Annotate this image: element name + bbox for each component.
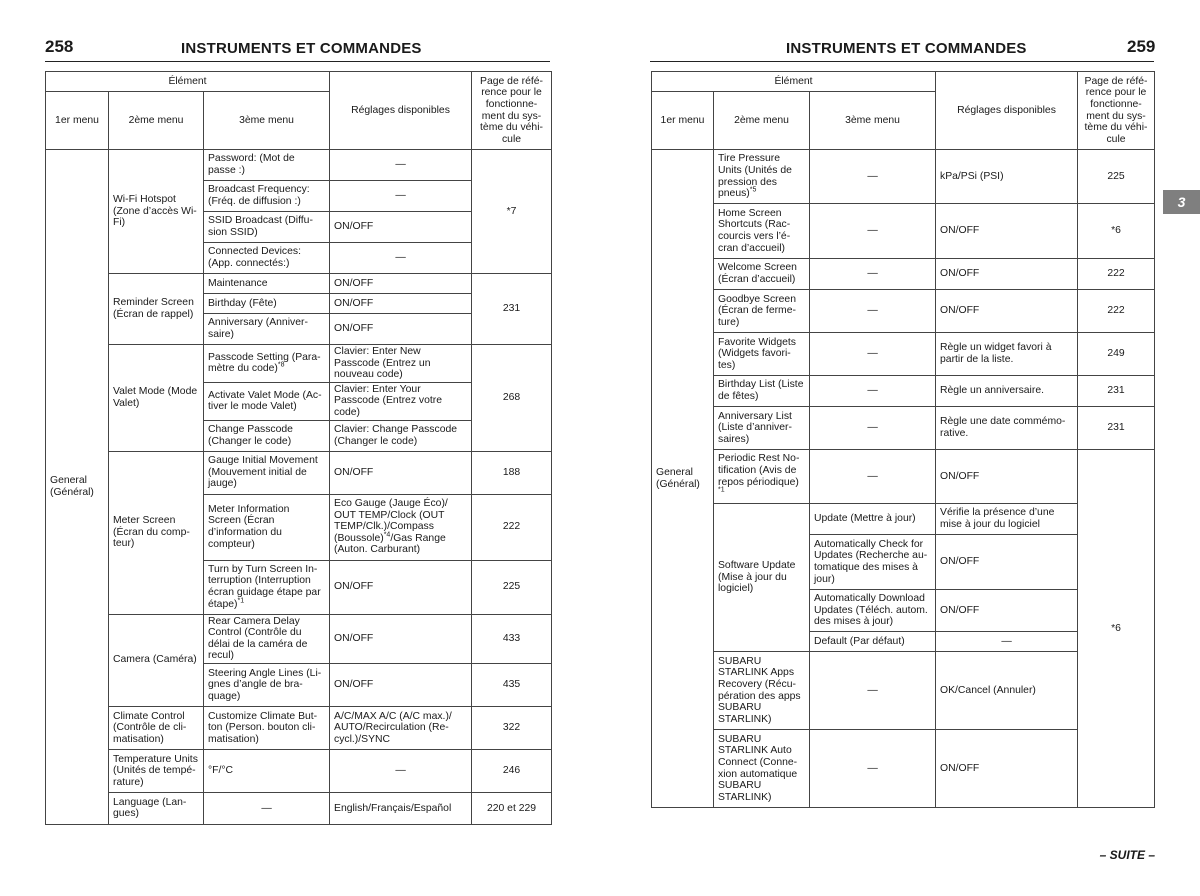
- menu3-cell: —: [810, 376, 936, 407]
- ref-cell: 222: [472, 494, 552, 560]
- setting-cell: ON/OFF: [936, 290, 1078, 333]
- menu2-software-update: Software Update (Mise à jour du logiciel): [714, 504, 810, 652]
- ref-cell: *6: [1078, 204, 1155, 259]
- ref-cell: 188: [472, 451, 552, 494]
- header-settings: Réglages disponibles: [936, 72, 1078, 150]
- menu3-cell: —: [810, 652, 936, 730]
- menu3-cell: Connected Devices: (App. connectés:): [204, 243, 330, 274]
- menu3-cell: —: [810, 450, 936, 504]
- menu3-cell: Password: (Mot de passe :): [204, 150, 330, 181]
- setting-cell: ON/OFF: [330, 274, 472, 294]
- continued-footer: – SUITE –: [1099, 848, 1155, 862]
- setting-cell: ON/OFF: [330, 212, 472, 243]
- footnote-marker: *1: [237, 597, 245, 605]
- setting-cell: ON/OFF: [936, 259, 1078, 290]
- menu3-cell: —: [810, 333, 936, 376]
- menu2-language: Language (Lan-gues): [109, 792, 204, 824]
- setting-cell: Règle un widget favori à partir de la liste.: [936, 333, 1078, 376]
- setting-cell: ON/OFF: [936, 730, 1078, 808]
- footnote-marker: *8: [277, 361, 285, 369]
- left-page-number: 258: [45, 37, 74, 56]
- setting-cell: ON/OFF: [330, 560, 472, 614]
- ref-cell: 231: [472, 274, 552, 345]
- header-element: Élément: [652, 72, 936, 92]
- ref-cell: *7: [472, 150, 552, 274]
- menu3-cell: Meter Information Screen (Écran d’information du compteur): [204, 494, 330, 560]
- header-menu3: 3ème menu: [204, 92, 330, 150]
- menu3-cell: SSID Broadcast (Diffu-sion SSID): [204, 212, 330, 243]
- setting-cell: Vérifie la présence d’une mise à jour du logiciel: [936, 504, 1078, 535]
- ref-cell: 231: [1078, 407, 1155, 450]
- left-page-title: INSTRUMENTS ET COMMANDES: [181, 40, 422, 57]
- setting-cell: OK/Cancel (Annuler): [936, 652, 1078, 730]
- setting-cell: English/Français/Español: [330, 792, 472, 824]
- right-settings-table: [651, 71, 1155, 808]
- footnote-marker: *4: [383, 531, 391, 539]
- ref-cell: 246: [472, 749, 552, 792]
- setting-cell: —: [330, 150, 472, 181]
- left-header-rule: [45, 61, 550, 62]
- setting-cell: kPa/PSi (PSI): [936, 150, 1078, 204]
- right-page-title: INSTRUMENTS ET COMMANDES: [786, 40, 1027, 57]
- menu2-birthday-list: Birthday List (Liste de fêtes): [714, 376, 810, 407]
- ref-cell: 249: [1078, 333, 1155, 376]
- menu3-cell: —: [810, 407, 936, 450]
- setting-cell: ON/OFF: [330, 294, 472, 314]
- ref-cell: 222: [1078, 290, 1155, 333]
- menu2-temperature-units: Temperature Units (Unités de tempé-rature): [109, 749, 204, 792]
- menu3-cell: Passcode Setting (Para-mètre du code)$^{*8}$: [204, 345, 330, 383]
- setting-cell: Clavier: Change Passcode (Changer le code): [330, 420, 472, 451]
- header-menu2: 2ème menu: [109, 92, 204, 150]
- menu3-cell: Birthday (Fête): [204, 294, 330, 314]
- menu3-cell: Broadcast Frequency: (Fréq. de diffusion :): [204, 181, 330, 212]
- footnote-marker: *1: [718, 486, 725, 494]
- menu3-cell: Maintenance: [204, 274, 330, 294]
- menu2-goodbye-screen: Goodbye Screen (Écran de ferme-ture): [714, 290, 810, 333]
- header-menu1: 1er menu: [46, 92, 109, 150]
- header-menu2: 2ème menu: [714, 92, 810, 150]
- ref-cell: 222: [1078, 259, 1155, 290]
- menu2-favorite-widgets: Favorite Widgets (Widgets favori-tes): [714, 333, 810, 376]
- left-settings-table: [45, 71, 552, 825]
- setting-cell: Clavier: Enter Your Passcode (Entrez votre code): [330, 382, 472, 420]
- right-page-number: 259: [1127, 37, 1156, 56]
- menu2-valet-mode: Valet Mode (Mode Valet): [109, 345, 204, 452]
- setting-cell: Clavier: Enter New Passcode (Entrez un nouveau code): [330, 345, 472, 383]
- chapter-tab: 3: [1163, 190, 1200, 214]
- header-ref-page: Page de réfé-rence pour le fonctionne-ment du sys-tème du véhi-cule: [1078, 72, 1155, 150]
- right-header-rule: [650, 61, 1154, 62]
- header-element: Élément: [46, 72, 330, 92]
- ref-cell: 435: [472, 663, 552, 706]
- menu3-cell: Automatically Check for Updates (Recherche au-tomatique des mises à jour): [810, 535, 936, 590]
- menu3-cell: Update (Mettre à jour): [810, 504, 936, 535]
- header-ref-page: Page de réfé-rence pour le fonctionne-ment du sys-tème du véhi-cule: [472, 72, 552, 150]
- ref-cell: 225: [472, 560, 552, 614]
- menu2-home-screen-shortcuts: Home Screen Shortcuts (Rac-courcis vers l’é-cran d’accueil): [714, 204, 810, 259]
- setting-cell: Eco Gauge (Jauge Éco)/ OUT TEMP/Clock (OUT TEMP/Clk.)/Compass (Boussole)$^{*4}$/Gas Range (Auton. Carburant): [330, 494, 472, 560]
- setting-cell: ON/OFF: [936, 535, 1078, 590]
- menu3-cell: —: [810, 259, 936, 290]
- header-settings: Réglages disponibles: [330, 72, 472, 150]
- menu2-camera: Camera (Caméra): [109, 614, 204, 706]
- setting-cell: —: [330, 749, 472, 792]
- setting-cell: —: [936, 632, 1078, 652]
- setting-cell: ON/OFF: [936, 590, 1078, 632]
- ref-cell: 231: [1078, 376, 1155, 407]
- menu1-general: General (Général): [46, 150, 109, 825]
- menu2-wifi-hotspot: Wi-Fi Hotspot (Zone d’accès Wi-Fi): [109, 150, 204, 274]
- ref-cell: *6: [1078, 450, 1155, 808]
- setting-cell: Règle un anniversaire.: [936, 376, 1078, 407]
- menu3-cell: —: [810, 150, 936, 204]
- menu3-cell: Anniversary (Anniver-saire): [204, 314, 330, 345]
- menu3-cell: —: [810, 204, 936, 259]
- setting-cell: ON/OFF: [936, 204, 1078, 259]
- menu2-periodic-rest-notification: Periodic Rest No-tification (Avis de repos périodique) $^{*1}$: [714, 450, 810, 504]
- menu2-welcome-screen: Welcome Screen (Écran d’accueil): [714, 259, 810, 290]
- menu2-climate-control: Climate Control (Contrôle de cli-matisation): [109, 706, 204, 749]
- menu3-cell: Customize Climate But-ton (Person. bouton cli-matisation): [204, 706, 330, 749]
- menu3-cell: Activate Valet Mode (Ac-tiver le mode Valet): [204, 382, 330, 420]
- menu2-meter-screen: Meter Screen (Écran du comp-teur): [109, 451, 204, 614]
- setting-cell: Règle une date commémo-rative.: [936, 407, 1078, 450]
- setting-cell: ON/OFF: [330, 614, 472, 663]
- menu3-cell: Automatically Download Updates (Téléch. autom. des mises à jour): [810, 590, 936, 632]
- setting-cell: ON/OFF: [330, 314, 472, 345]
- setting-cell: —: [330, 243, 472, 274]
- setting-cell: A/C/MAX A/C (A/C max.)/ AUTO/Recirculation (Re-cycl.)/SYNC: [330, 706, 472, 749]
- menu3-cell: —: [810, 290, 936, 333]
- menu3-cell: Turn by Turn Screen In-terruption (Interruption écran guidage étape par étape)$^{*1}$: [204, 560, 330, 614]
- menu2-reminder-screen: Reminder Screen (Écran de rappel): [109, 274, 204, 345]
- menu3-cell: Gauge Initial Movement (Mouvement initial de jauge): [204, 451, 330, 494]
- setting-cell: ON/OFF: [330, 663, 472, 706]
- menu2-anniversary-list: Anniversary List (Liste d’anniver-saires): [714, 407, 810, 450]
- menu1-general: General (Général): [652, 150, 714, 808]
- menu2-tire-pressure-units: Tire Pressure Units (Unités de pression des pneus)$^{*5}$: [714, 150, 810, 204]
- menu3-cell: —: [810, 730, 936, 808]
- ref-cell: 225: [1078, 150, 1155, 204]
- menu2-starlink-apps-recovery: SUBARU STARLINK Apps Recovery (Récu-pération des apps SUBARU STARLINK): [714, 652, 810, 730]
- menu3-cell: Default (Par défaut): [810, 632, 936, 652]
- ref-cell: 322: [472, 706, 552, 749]
- menu3-cell: Steering Angle Lines (Li-gnes d’angle de bra-quage): [204, 663, 330, 706]
- setting-cell: ON/OFF: [936, 450, 1078, 504]
- setting-cell: ON/OFF: [330, 451, 472, 494]
- ref-cell: 268: [472, 345, 552, 452]
- ref-cell: 433: [472, 614, 552, 663]
- menu2-starlink-auto-connect: SUBARU STARLINK Auto Connect (Conne-xion automatique SUBARU STARLINK): [714, 730, 810, 808]
- setting-cell: —: [330, 181, 472, 212]
- header-menu1: 1er menu: [652, 92, 714, 150]
- menu3-cell: Change Passcode (Changer le code): [204, 420, 330, 451]
- menu3-cell: °F/°C: [204, 749, 330, 792]
- ref-cell: 220 et 229: [472, 792, 552, 824]
- header-menu3: 3ème menu: [810, 92, 936, 150]
- menu3-cell: Rear Camera Delay Control (Contrôle du délai de la caméra de recul): [204, 614, 330, 663]
- menu3-cell: —: [204, 792, 330, 824]
- footnote-marker: *5: [749, 186, 757, 194]
